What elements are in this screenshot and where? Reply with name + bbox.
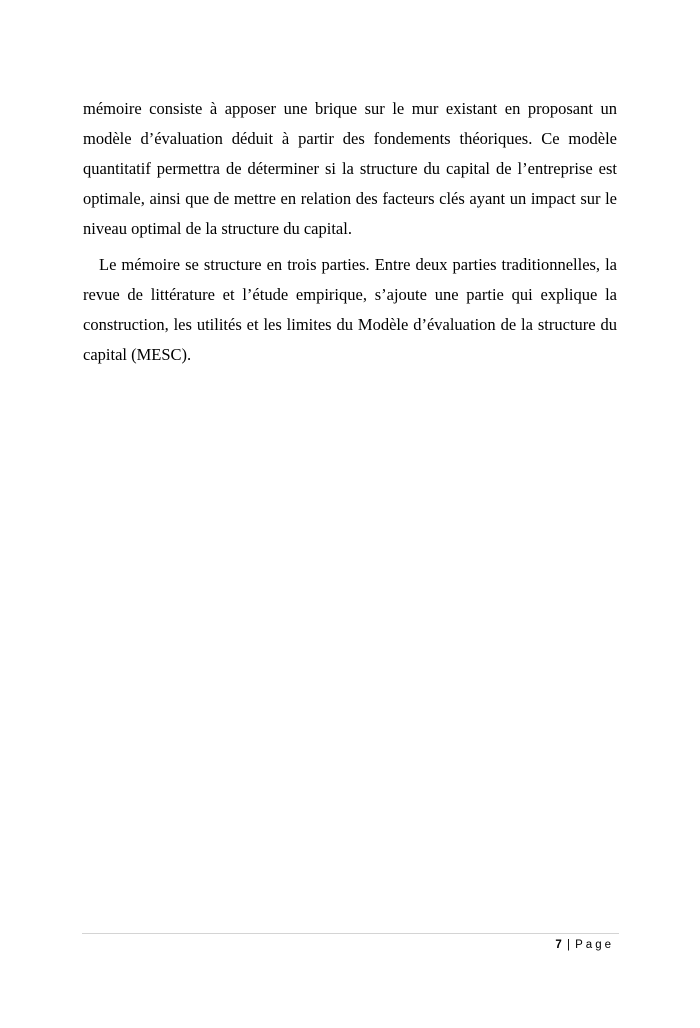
paragraph-line: modèle d’évaluation déduit à partir des fondements théoriques. Ce modèle	[83, 129, 617, 148]
paragraph-line: niveau optimal de la structure du capital.	[83, 219, 352, 238]
paragraph-2	[83, 250, 617, 370]
page-number: 7	[555, 939, 562, 951]
paragraph-line: revue de littérature et l’étude empirique, s’ajoute une partie qui explique la	[83, 285, 617, 304]
paragraph-line: quantitatif permettra de déterminer si la structure du capital de l’entreprise est	[83, 159, 617, 178]
paragraph-line: construction, les utilités et les limites du Modèle d’évaluation de la structure du	[83, 315, 617, 334]
page-label: Page	[575, 939, 614, 951]
footer-separator: |	[566, 939, 570, 951]
paragraph-line: optimale, ainsi que de mettre en relation des facteurs clés ayant un impact sur le	[83, 189, 617, 208]
paragraph-line: capital (MESC).	[83, 345, 192, 364]
paragraph-line: Le mémoire se structure en trois parties. Entre deux parties traditionnelles, la	[99, 255, 617, 274]
page-footer	[555, 937, 614, 953]
footer-divider	[82, 933, 619, 934]
paragraph-1	[83, 94, 617, 244]
body-text	[83, 94, 617, 370]
paragraph-line: mémoire consiste à apposer une brique sur le mur existant en proposant un	[83, 99, 617, 118]
